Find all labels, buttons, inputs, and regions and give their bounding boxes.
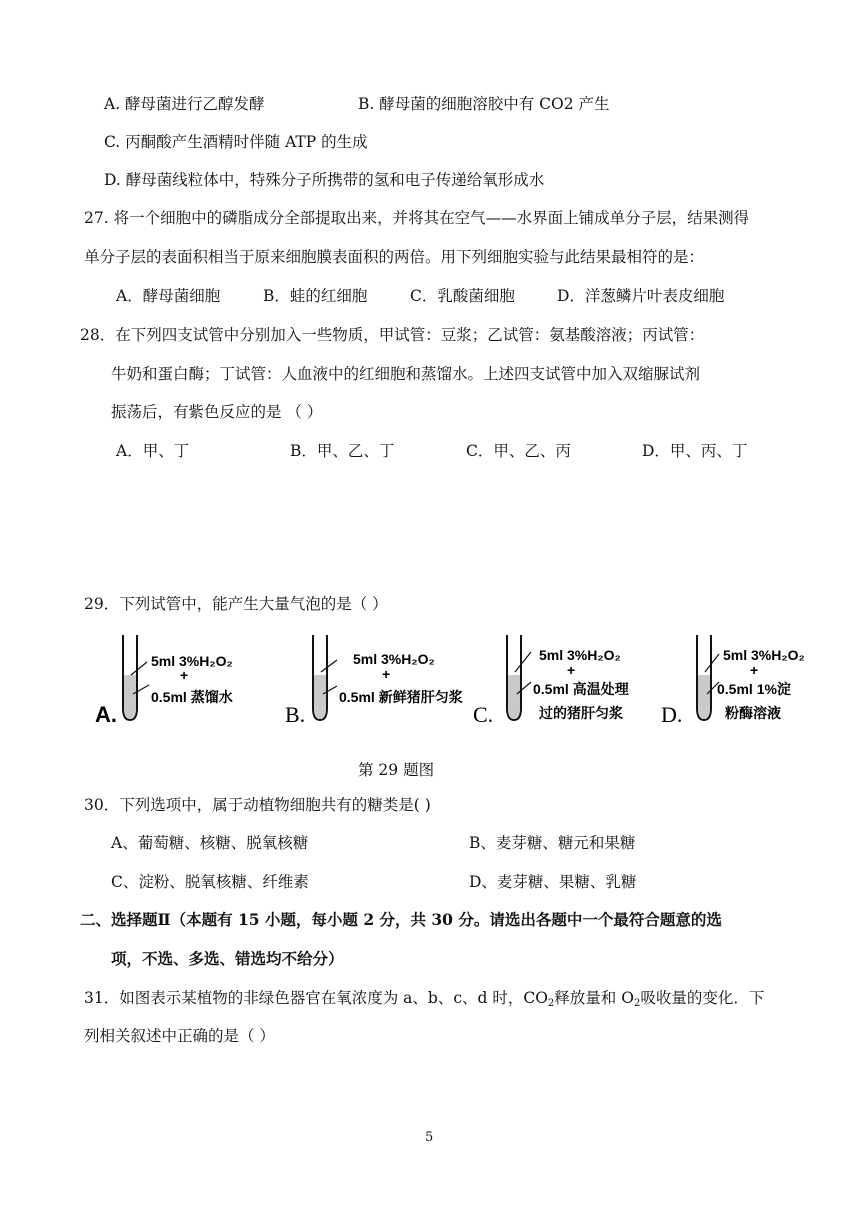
q26-option-b: B. 酵母菌的细胞溶胶中有 CO2 产生 <box>358 95 610 113</box>
tube-d-letter: D. <box>661 702 683 727</box>
q26-option-a: A. 酵母菌进行乙醇发酵 <box>104 95 265 113</box>
tube-a-letter: A. <box>95 702 117 727</box>
tube-d <box>661 635 805 727</box>
q26-option-d: D. 酵母菌线粒体中，特殊分子所携带的氢和电子传递给氧形成水 <box>104 171 545 189</box>
q27-stem-line2: 单分子层的表面积相当于原来细胞膜表面积的两倍。用下列细胞实验与此结果最相符的是： <box>84 248 705 266</box>
tube-c-letter: C. <box>473 702 494 727</box>
q27-option-b: B．蛙的红细胞 <box>263 287 368 305</box>
q31-co2-subscript: 2 <box>547 998 555 1009</box>
q31-stem-line1 <box>84 988 764 1014</box>
tube-a <box>95 635 233 727</box>
tube-b-top-label: 5ml 3%H₂O₂ <box>353 651 435 667</box>
q31-stem-part2: 释放量和 O <box>554 989 634 1007</box>
section-2-heading-line1: 二、选择题Ⅱ（本题有 15 小题，每小题 2 分，共 30 分。请选出各题中一个最符合题意的选 <box>80 910 722 929</box>
q28-stem-line1: 28．在下列四支试管中分别加入一些物质，甲试管：豆浆；乙试管：氨基酸溶液；丙试管： <box>80 326 705 344</box>
q31-stem-part1: 31．如图表示某植物的非绿色器官在氧浓度为 a、b、c、d 时，CO <box>84 989 548 1007</box>
q27-stem-line1: 27. 将一个细胞中的磷脂成分全部提取出来，并将其在空气——水界面上铺成单分子层，结果测得 <box>84 209 750 227</box>
page-number: 5 <box>425 1130 434 1145</box>
tube-d-bottom-label-2: 粉酶溶液 <box>725 705 781 721</box>
q28-option-c: C．甲、乙、丙 <box>466 442 571 460</box>
tube-c <box>473 635 630 727</box>
tube-c-bottom-label-1: 0.5ml 高温处理 <box>533 681 629 697</box>
q30-option-a: A、葡萄糖、核糖、脱氧核糖 <box>111 834 309 852</box>
q31-stem-line2: 列相关叙述中正确的是（ ） <box>84 1027 275 1045</box>
tube-a-bottom-label: 0.5ml 蒸馏水 <box>151 689 233 705</box>
q27-option-a: A．酵母菌细胞 <box>116 287 221 305</box>
q27-option-c: C．乳酸菌细胞 <box>410 287 515 305</box>
q28-option-d: D．甲、丙、丁 <box>642 442 748 460</box>
q29-stem: 29．下列试管中，能产生大量气泡的是（ ） <box>84 595 388 613</box>
tube-c-bottom-label-2: 过的猪肝匀浆 <box>539 705 623 721</box>
q31-o2-subscript: 2 <box>633 998 641 1009</box>
tube-c-top-label: 5ml 3%H₂O₂ <box>539 647 621 663</box>
q30-option-c: C、淀粉、脱氧核糖、纤维素 <box>111 873 309 891</box>
q29-figure-caption: 第 29 题图 <box>358 761 435 779</box>
test-tube-diagram <box>95 620 805 730</box>
q29-test-tube-figure <box>95 620 805 730</box>
tube-d-bottom-label-1: 0.5ml 1%淀 <box>717 681 791 697</box>
q28-option-b: B．甲、乙、丁 <box>290 442 395 460</box>
tube-d-plus: + <box>750 662 759 678</box>
q28-stem-line3: 振荡后，有紫色反应的是 （ ） <box>111 403 323 421</box>
tube-d-top-label: 5ml 3%H₂O₂ <box>723 647 805 663</box>
tube-b <box>285 635 463 727</box>
q30-option-d: D、麦芽糖、果糖、乳糖 <box>469 873 637 891</box>
q26-option-c: C. 丙酮酸产生酒精时伴随 ATP 的生成 <box>104 133 368 151</box>
q30-stem: 30．下列选项中，属于动植物细胞共有的糖类是( ) <box>84 796 431 814</box>
tube-c-plus: + <box>567 662 576 678</box>
tube-a-plus: + <box>180 667 189 683</box>
tube-b-letter: B. <box>285 702 306 727</box>
section-2-heading-line2: 项，不选、多选、错选均不给分） <box>111 949 344 968</box>
tube-a-top-label: 5ml 3%H₂O₂ <box>151 653 233 669</box>
q28-stem-line2: 牛奶和蛋白酶；丁试管：人血液中的红细胞和蒸馏水。上述四支试管中加入双缩脲试剂 <box>111 365 701 383</box>
q31-stem-part3: 吸收量的变化．下 <box>640 989 765 1007</box>
q27-option-d: D．洋葱鳞片叶表皮细胞 <box>557 287 725 305</box>
q30-option-b: B、麦芽糖、糖元和果糖 <box>469 834 636 852</box>
tube-b-plus: + <box>382 666 391 682</box>
q28-option-a: A．甲、丁 <box>116 442 190 460</box>
tube-b-bottom-label: 0.5ml 新鲜猪肝匀浆 <box>339 689 463 705</box>
